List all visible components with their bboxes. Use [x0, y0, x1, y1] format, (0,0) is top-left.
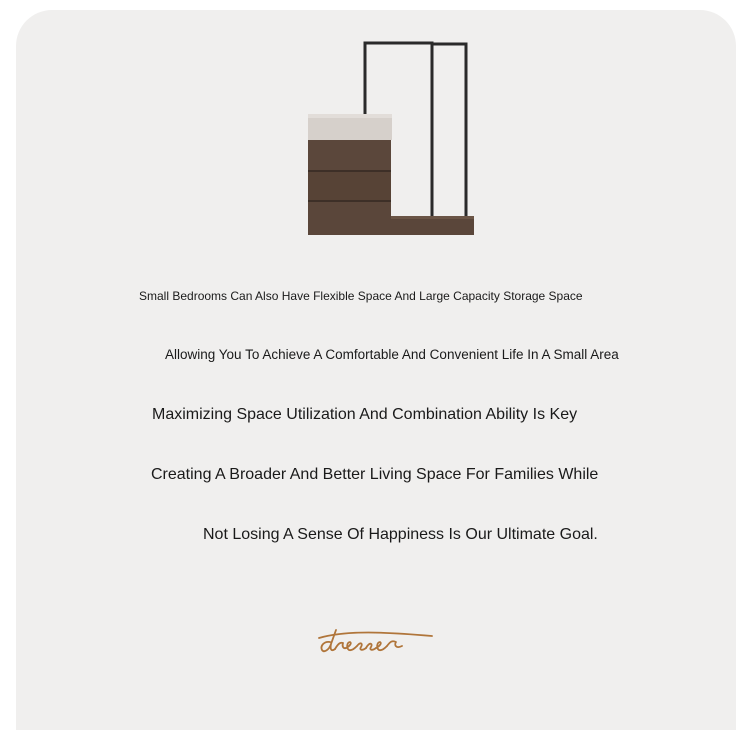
- tagline-line-3: Maximizing Space Utilization And Combination Ability Is Key: [152, 406, 578, 423]
- dresser-script-logo: [316, 624, 436, 658]
- dresser-with-clothes-rack-image: [300, 36, 480, 241]
- dresser-drawers: [308, 140, 391, 235]
- tagline-line-1: Small Bedrooms Can Also Have Flexible Space And Large Capacity Storage Space: [139, 289, 583, 303]
- tagline-line-5: Not Losing A Sense Of Happiness Is Our Ultimate Goal.: [203, 526, 598, 543]
- tagline-line-2: Allowing You To Achieve A Comfortable And Convenient Life In A Small Area: [165, 347, 619, 362]
- tagline-line-4: Creating A Broader And Better Living Space For Families While: [151, 466, 599, 483]
